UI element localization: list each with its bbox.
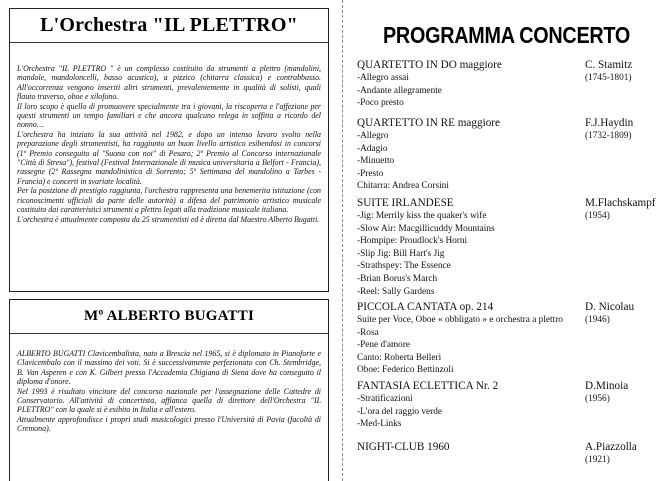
movement-item: -L'ora del raggio verde [357, 406, 443, 417]
piece-composer: M.Flachskampf [585, 197, 656, 209]
conductor-text [10, 349, 328, 434]
orchestra-title-rule [10, 42, 328, 43]
programme-piece [357, 116, 658, 193]
orchestra-text [10, 64, 328, 224]
piece-name: QUARTETTO IN DO maggiore [357, 59, 502, 71]
movement-list [357, 314, 658, 377]
fold-divider [342, 0, 343, 481]
movement-item: -Slip Jig: Bill Hart's Jig [357, 248, 445, 259]
movement-item: -Jig: Merrily kiss the quaker's wife [357, 211, 487, 221]
composer-years: (1956) [585, 394, 610, 404]
movement-item: -Adagio [357, 143, 388, 154]
movement-item: -Hompipe: Proudlock's Horni [357, 236, 468, 247]
piece-name: PICCOLA CANTATA op. 214 [357, 301, 494, 313]
orchestra-paragraph: L'Orchestra "IL PLETTRO " è un complesso costituito da strumenti a plettro (mandolini, mandole, mandoloncelli, basso acustico), a pizzico (chitarra classica) e contrabbasso. All'occorrenza vengono inseriti altri strumenti, prevalentemente in qualità di solisti, quali flauto traverso, oboe e xilofono. [17, 64, 321, 102]
movement-item: Chitarra: Andrea Corsini [357, 181, 449, 192]
conductor-title-rule [10, 333, 328, 334]
orchestra-title: L'Orchestra "IL PLETTRO" [40, 14, 298, 36]
orchestra-paragraph: L'orchestra ha iniziato la sua attività nel 1982, e dopo un intenso lavoro svolto nella preparazione degli strumentisti, ha raggiunto un buon livello artistico esibendosi in concorsi (1º Premio conseguito al "Suona con noi" di Pesaro; 2º Premio al Concorso internazionale "Città di Stresa"), festival (Festival Internazionale di musica universitaria a Belfort - Francia), rassegne (2º Rassegna mandolinistica di Sorrento; 5º Settimana del mandolino a Tarbes - Francia) e concerti in svariate località. [17, 129, 321, 186]
movement-item: -Reel: Sally Gardens [357, 286, 435, 297]
conductor-paragraph: Nel 1993 è risultato vincitore del concorso nazionale per l'assegnazione delle Cattedre di Conservatorio. All'attività di concertista, affianca quella di direttore dell'Orchestra "IL PLETTRO" con la quale si è esibito in Italia e all'estero. [17, 386, 321, 415]
conductor-title: Mº ALBERTO BUGATTI [83, 308, 254, 324]
piece-composer: A.Piazzolla [585, 441, 637, 453]
programme-piece [357, 58, 658, 110]
composer-years: (1946) [585, 315, 610, 325]
movement-item: -Brian Borus's March [357, 273, 438, 284]
movement-item: -Rosa [357, 327, 379, 338]
piece-composer: D.Minoia [585, 380, 629, 392]
programme-title: PROGRAMMA CONCERTO [383, 22, 631, 48]
movement-item: -Stratificazioni [357, 394, 413, 404]
composer-years: (1954) [585, 211, 610, 221]
movement-item: -Pene d'amore [357, 340, 411, 351]
orchestra-box [9, 8, 329, 292]
movement-item: -Poco presto [357, 98, 404, 109]
programme-piece [357, 379, 658, 431]
piece-name: FANTASIA ECLETTICA Nr. 2 [357, 380, 499, 392]
movement-item: -Andante allegramente [357, 85, 442, 96]
piece-composer: D. Nicolau [585, 301, 635, 313]
conductor-box [9, 299, 329, 481]
composer-years: (1921) [585, 455, 610, 465]
orchestra-paragraph: Per la posizione di prestigio raggiunta, l'orchestra rappresenta una benemerita istituzione (con riconoscimenti ufficiali da parte delle autorità) a difesa del patrimonio artistico musicale costituito dai caratteristici strumenti a plettro legati alla tradizione musicale italiana. [17, 186, 321, 215]
movement-item: -Allegro [357, 131, 389, 141]
composer-years: (1732-1809) [585, 131, 632, 141]
movement-item: -Presto [357, 168, 384, 179]
movement-item: Canto: Roberta Belleri [357, 352, 442, 363]
movement-item: -Med-Links [357, 419, 402, 430]
piece-composer: F.J.Haydin [585, 117, 634, 129]
movement-item: -Slow Air: Macgillicuddy Mountains [357, 223, 495, 234]
orchestra-paragraph: L'orchestra è attualmente composta da 25 strumentisti ed è diretta dal Maestro Alberto Bugatti. [17, 214, 320, 224]
piece-name: NIGHT-CLUB 1960 [357, 441, 450, 453]
movement-item: Suite per Voce, Oboe « obbligato » e orchestra a plettro [357, 315, 563, 325]
piece-composer: C. Stamitz [585, 59, 633, 71]
piece-name: QUARTETTO IN RE maggiore [357, 117, 500, 129]
piece-name: SUITE IRLANDESE [357, 197, 454, 209]
programme-panel [353, 0, 662, 481]
movement-item: -Allegro assai [357, 73, 409, 83]
conductor-paragraph: ALBERTO BUGATTI Clavicembalista, nato a Brescia nel 1965, si è diplomato in Pianoforte e Clavicembalo con il massimo dei voti. Si è successivamente perfezionato con Ch. Stembridge, B. Van Asperen e con K. Gilbert presso l'Accademia Chigiana di Siena dove ha conseguito il diploma d'onore. [17, 349, 321, 387]
conductor-paragraph: Attualmente approfondisce i propri studi musicologici presso l'Università di Pavia (facoltà di Cremona). [17, 414, 321, 434]
movement-item: -Strathspey: The Essence [357, 261, 451, 272]
movement-item: -Minuetto [357, 156, 395, 167]
composer-years: (1745-1801) [585, 73, 632, 83]
programme-piece [357, 196, 658, 298]
programme-piece [357, 440, 658, 465]
programme-piece [357, 300, 658, 377]
orchestra-paragraph: Il loro scopo è quello di promuovere specialmente tra i giovani, la riscoperta e l'affezione per questi strumenti un tempo familiari e che ancora qualcuno relega in soffitta a ricordo del nonno… [17, 101, 321, 130]
movement-item: Oboe: Federico Bettinzoli [357, 365, 454, 376]
movement-list [357, 210, 658, 298]
movement-list [357, 393, 658, 431]
